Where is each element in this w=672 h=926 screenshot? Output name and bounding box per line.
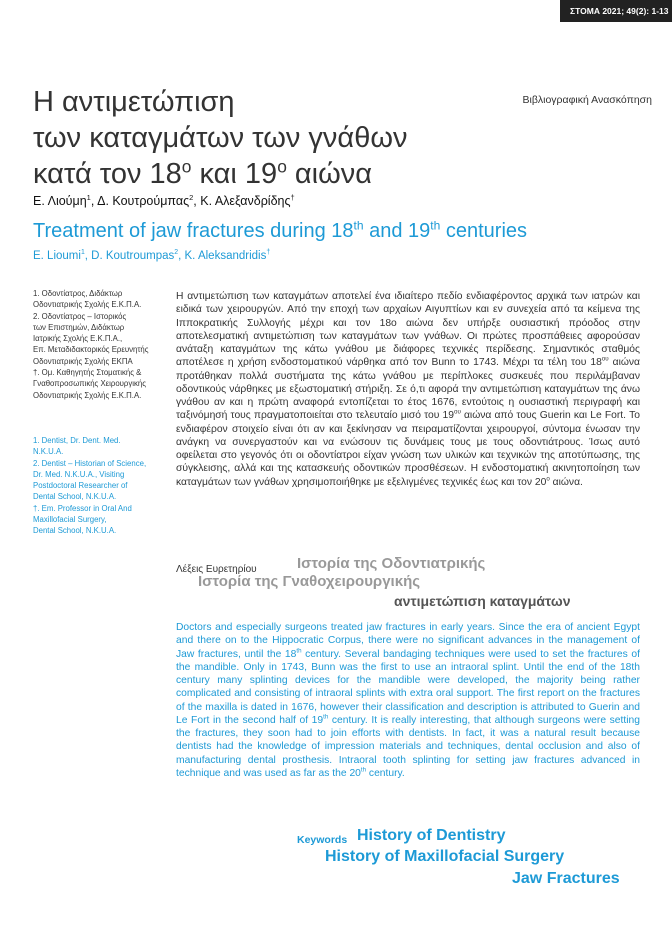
journal-reference-badge: ΣΤΟΜΑ 2021; 49(2): 1-13 [560,0,672,22]
greek-abstract-part: αιώνα από τους Guerin και Le Fort. Το ενδιαφέρον στοιχείο είναι ότι αν και ξεκίνησαν να πειραματίζονται χειρουργοί, σύντομα ένωσαν την ανάγκη να συνεργαστούν και να ενώσουν τις δυνάμεις τους με τους οδοντιάτρους. Ίσως αυτό οφείλεται στο γεγονός ότι οι οδοντίατροι είχαν γνώση των υλικών και τεχνικών της αποτύπωσης, της σύγκλεισης, αλλά και της κατασκευής οδοντικών προσθέσεων. Η ενδοστοματική ακινητοποίηση των καταγμάτων των γνάθων χρησιμοποιήθηκε με εξελιγμένες τεχνικές έως και τον 20 [176,410,641,488]
english-abstract-part: century. Several bandaging techniques were used to set the fractures of the mandible. Only in 1743, Bunn was the first to use an intraoral splint. Until the end of the 18th century many splinting devices for the mandible were developed, the majority being rather complicated and consisting of intraoral splints with extra oral support. The first report on the fractures of the maxilla is dated in 1676, however their classification and description is attributed to Guerin and Le Fort in the second half of 19 [176,648,640,726]
author-name: Δ. Κουτρούμπας [97,194,190,208]
greek-title-line-2: των καταγμάτων των γνάθων [33,122,408,154]
author-affiliation-mark: † [290,192,295,202]
greek-title-line-3-mid: και 19 [191,158,278,190]
greek-keyword: αντιμετώπιση καταγμάτων [394,593,571,609]
english-title-pre: Treatment of jaw fractures during 18 [33,220,354,242]
affiliation-line: 1. Dentist, Dr. Dent. Med. [33,436,121,445]
greek-keywords-label: Λέξεις Ευρετηρίου [176,564,257,575]
english-abstract [176,621,640,780]
greek-abstract [176,290,640,489]
affiliation-line: Γναθοπροσωπικής Χειρουργικής [33,379,146,389]
english-title-mid: and 19 [363,220,431,242]
affiliation-line: Postdoctoral Researcher of [33,481,128,491]
english-title-sup-1: th [353,218,364,233]
affiliation-line: Οδοντιατρικής Σχολής ΕΚΠΑ [33,356,133,366]
greek-keyword: Ιστορία της Οδοντιατρικής [297,555,486,572]
english-affiliations [33,435,183,537]
greek-title [33,84,407,192]
affiliation-line: 2. Οδοντίατρος – Ιστορικός [33,311,127,321]
affiliation-line: 1. Οδοντίατρος, Διδάκτωρ [33,289,123,298]
section-label: Βιβλιογραφική Ανασκόπηση [522,94,652,106]
english-title [33,220,527,243]
author-affiliation-mark: † [266,249,271,257]
greek-abstract-sup: ο [546,475,550,483]
english-abstract-sup: th [360,766,367,774]
affiliation-line: 2. Dentist – Historian of Science, [33,458,147,468]
greek-abstract-part: αιώνα. [549,476,583,488]
author-affiliation-mark: 1 [80,249,85,257]
english-abstract-part: Doctors and especially surgeons treated jaw fractures in early years. Since the era of ancient Egypt and there on to the Hippocratic Corpus, there were no significant advances in the management of Jaw fractures, until the 18 [176,622,640,660]
english-authors: E. Lioumi$^1$, D. Koutroumpas$^2$, K. Aleksandridis† [33,249,271,262]
author-name: D. Koutroumpas [91,250,175,262]
greek-authors: Ε. Λιούμη$^1$, Δ. Κουτρούμπας$^2$, Κ. Αλεξανδρίδης† [33,192,295,208]
affiliation-line: Ιατρικής Σχολής Ε.Κ.Π.Α., [33,334,123,344]
author-name: K. Aleksandridis [184,250,267,262]
english-keywords-label: Keywords [297,834,348,846]
greek-affiliations [33,288,183,401]
author-name: Κ. Αλεξανδρίδης [200,194,291,208]
greek-keyword: Ιστορία της Γναθοχειρουργικής [198,573,421,590]
affiliation-line: Οδοντιατρικής Σχολής Ε.Κ.Π.Α. [33,390,142,400]
english-title-post: centuries [440,220,528,242]
greek-title-line-3-pre: κατά τον 18 [33,158,182,190]
affiliation-line: Dr. Med. N.K.U.A., Visiting [33,469,125,479]
greek-abstract-sup: ου [454,408,461,416]
greek-title-line-1: Η αντιμετώπιση [33,86,235,118]
greek-title-line-3-post: αιώνα [286,158,373,190]
english-title-sup-2: th [430,218,441,233]
greek-title-line-3 [33,156,407,192]
author-name: Ε. Λιούμη [33,194,87,208]
greek-abstract-sup: ου [601,355,609,363]
greek-abstract-part: Η αντιμετώπιση των καταγμάτων αποτελεί ένα ιδιαίτερο πεδίο ενδιαφέροντος αρχικά των ιατρών και ειδικά των χειρουργών. Από την εποχή των αρχαίων Αιγυπτίων και εν συνεχεία από τα κείμενα της Ιπποκρατικής Συλλογής μέχρι και τον 18ο αιώνα δεν υπήρξε ουσιαστική πρόοδος στην αποτελεσματική αντιμετώπιση των καταγμάτων των γνάθων. Οι πρώτες προσπάθειες αφορούσαν ανάταξη καταγμάτων της κάτω γνάθου με διάφορες τεχνικές περίδεσης. Σημαντικός σταθμός αποτέλεσε η χρήση ενδοστοματικού νάρθηκα από τον Bunn το 1743. Μέχρι τα τέλη του 18 [176,291,640,369]
affiliation-line: Maxillofacial Surgery, [33,515,107,525]
affiliation-line: †. Em. Professor in Oral And [33,503,132,513]
affiliation-line: Dental School, N.K.U.A. [33,492,117,502]
english-abstract-part: century. It is really interesting, that although surgeons were setting the fractures, they soon had to join efforts with dentists. In fact, it was a natural result because dentists had the knowledge of impression materials and techniques, dental occlusion and also of manufacturing dental prosthesis. Intraoral tooth splinting for setting jaw fractures advanced in technique and was used as far as the 20 [176,714,640,779]
english-keyword: Jaw Fractures [512,870,620,887]
affiliation-line: N.K.U.A. [33,447,64,457]
author-affiliation-mark: 2 [189,192,194,202]
author-name: E. Lioumi [33,250,81,262]
greek-title-sup-2: ο [277,156,287,177]
english-keyword: History of Dentistry [357,827,506,844]
author-affiliation-mark: 2 [174,249,179,257]
affiliation-line: †. Ομ. Καθηγητής Στοματικής & [33,368,142,378]
english-abstract-sup: th [323,713,329,721]
author-affiliation-mark: 1 [86,192,91,202]
english-abstract-part: century. [366,767,405,779]
english-abstract-sup: th [296,647,302,655]
affiliation-line: Επ. Μεταδιδακτορικός Ερευνητής [33,345,149,355]
affiliation-line: Οδοντιατρικής Σχολής Ε.Κ.Π.Α. [33,300,142,310]
english-keyword: History of Maxillofacial Surgery [325,848,565,865]
affiliation-line: των Επιστημών, Διδάκτωρ [33,322,125,332]
greek-abstract-part: αιώνα προτάθηκαν πολλά συστήματα της κάτω γνάθου με περίπλοκες συσκευές που περιλάμβαναν οδοντικούς νάρθηκες με εξωστοματική στήριξη. Σε ό,τι αφορά την αντιμετώπιση καταγμάτων της άνω γνάθου αν και η πρώτη αναφορά εντοπίζεται το έτος 1676, εντούτοις η ουσιαστική περιγραφή και ταξινόμησή τους πραγματοποιείται στο τελευταίο μισό του 19 [176,357,640,422]
greek-title-sup-1: ο [181,156,192,177]
affiliation-line: Dental School, N.K.U.A. [33,526,117,536]
